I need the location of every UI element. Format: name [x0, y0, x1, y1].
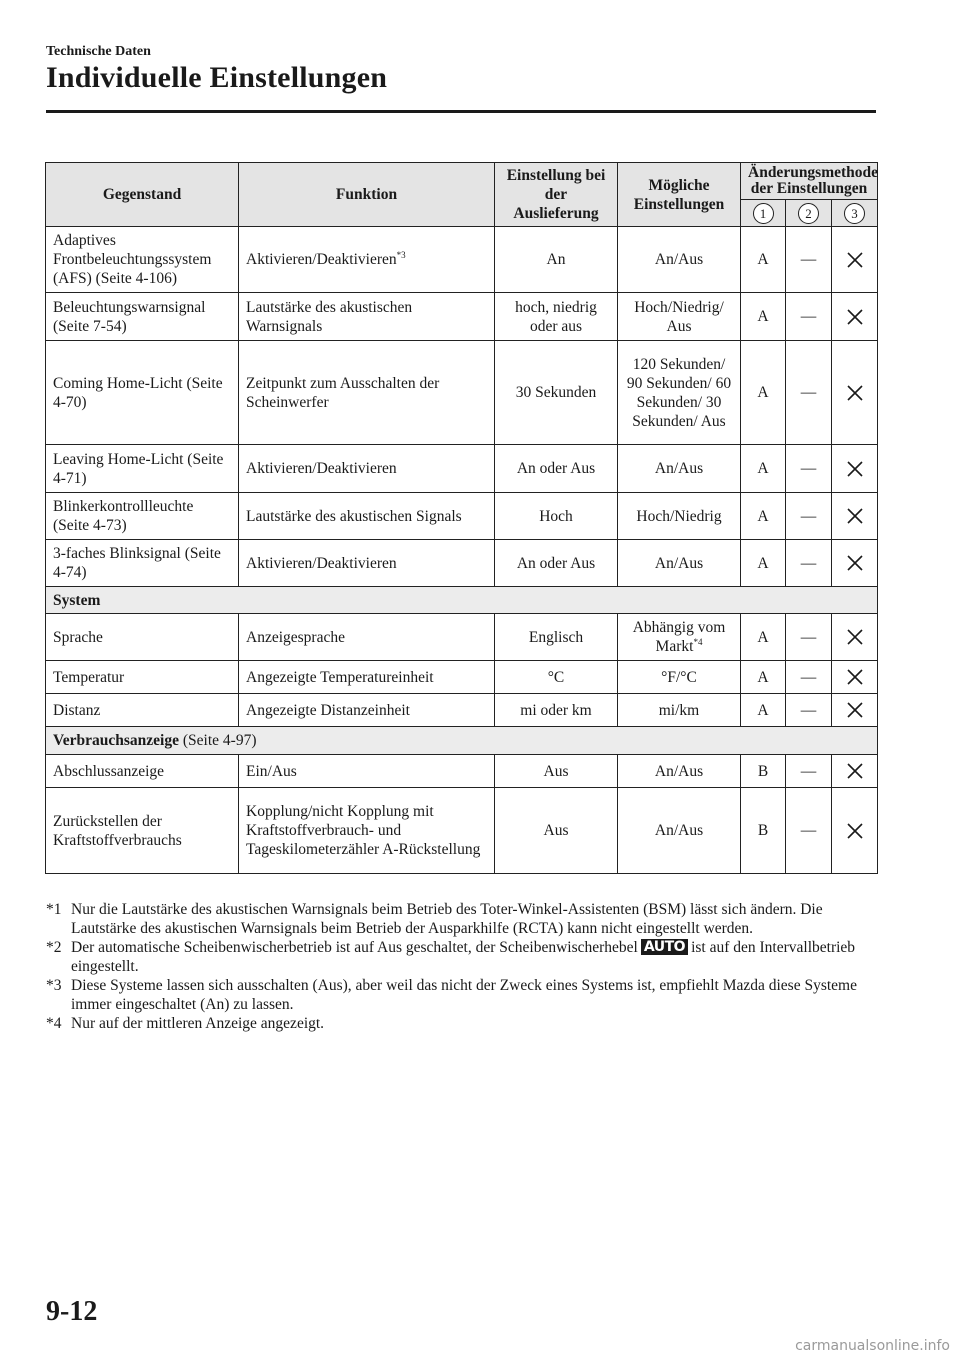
cell-function: Angezeigte Distanzeinheit — [239, 694, 495, 727]
cell-method-1: A — [741, 493, 786, 540]
cell-method-3 — [832, 661, 878, 694]
cell-item: Sprache — [46, 614, 239, 661]
footnote-text: Nur die Lautstärke des akustischen Warnsignals beim Betrieb des Toter-Winkel-Assistenten (BSM) lässt sich ändern. Die Lautstärke des akustischen Warnsignals beim Betrieb der Ausparkhilfe (RCTA) kann nicht eingestellt werden. — [71, 901, 823, 937]
circled-number-2: 2 — [798, 203, 819, 224]
group-label: System — [46, 587, 878, 614]
cell-item: Blinkerkontrollleuchte (Seite 4-73) — [46, 493, 239, 540]
table-row — [46, 540, 878, 587]
cell-method-2: — — [786, 341, 832, 445]
cell-function: Angezeigte Temperatureinheit — [239, 661, 495, 694]
table-row — [46, 614, 878, 661]
cell-method-3 — [832, 694, 878, 727]
cell-method-1: A — [741, 661, 786, 694]
cross-icon — [845, 667, 865, 687]
table-row — [46, 661, 878, 694]
table-row — [46, 493, 878, 540]
cell-method-2: — — [786, 755, 832, 788]
cell-method-1: A — [741, 540, 786, 587]
cross-icon — [845, 761, 865, 781]
cell-factory: mi oder km — [495, 694, 618, 727]
circled-number-1: 1 — [753, 203, 774, 224]
cell-method-3 — [832, 540, 878, 587]
page-title: Individuelle Einstellungen — [46, 61, 388, 94]
group-label: Verbrauchsanzeige (Seite 4-97) — [46, 727, 878, 755]
cell-possible: Abhängig vom Markt$^{*4}$ — [618, 614, 741, 661]
group-page-ref: (Seite 4-97) — [182, 732, 257, 749]
cell-factory: Aus — [495, 788, 618, 874]
section-label: Technische Daten — [46, 44, 151, 59]
cell-method-2: — — [786, 788, 832, 874]
cell-method-3 — [832, 227, 878, 293]
cell-factory: An — [495, 227, 618, 293]
group-row-consumption — [46, 727, 878, 755]
cell-function: Lautstärke des akustischen Signals — [239, 493, 495, 540]
cell-possible: An/Aus — [618, 227, 741, 293]
header-method-3 — [832, 200, 878, 227]
header-function: Funktion — [239, 163, 495, 227]
cell-function: Lautstärke des akustischen Warnsignals — [239, 293, 495, 341]
cell-item: Beleuchtungswarnsignal (Seite 7-54) — [46, 293, 239, 341]
cell-function: Anzeigesprache — [239, 614, 495, 661]
cell-method-3 — [832, 293, 878, 341]
cell-method-1: A — [741, 293, 786, 341]
cell-function: Aktivieren/Deaktivieren$^{*3}$ — [239, 227, 495, 293]
cell-method-3 — [832, 493, 878, 540]
cell-item: Adaptives Frontbeleuchtungssystem (AFS) (Seite 4-106) — [46, 227, 239, 293]
cell-possible: Hoch/Niedrig — [618, 493, 741, 540]
cell-method-2: — — [786, 227, 832, 293]
page-number: 9-12 — [46, 1296, 98, 1327]
cell-possible: An/Aus — [618, 540, 741, 587]
auto-wiper-icon: AUTO — [641, 939, 688, 955]
cell-method-3 — [832, 614, 878, 661]
footnote-1 — [46, 900, 876, 938]
cell-possible: 120 Sekunden/ 90 Sekunden/ 60 Sekunden/ 30 Sekunden/ Aus — [618, 341, 741, 445]
cell-factory: °C — [495, 661, 618, 694]
cell-possible: An/Aus — [618, 755, 741, 788]
cross-icon — [845, 627, 865, 647]
cell-possible: An/Aus — [618, 788, 741, 874]
header-possible-settings: Mögliche Einstellungen — [618, 163, 741, 227]
cell-method-3 — [832, 788, 878, 874]
cell-function: Ein/Aus — [239, 755, 495, 788]
watermark: carmanualsonline.info — [795, 1338, 950, 1354]
footnote-mark: *3 — [46, 977, 62, 994]
cell-factory: 30 Sekunden — [495, 341, 618, 445]
cross-icon — [845, 821, 865, 841]
cross-icon — [845, 553, 865, 573]
cell-method-1: A — [741, 614, 786, 661]
footnote-4 — [46, 1014, 876, 1033]
header-item: Gegenstand — [46, 163, 239, 227]
cell-method-1: B — [741, 788, 786, 874]
footnote-mark: *1 — [46, 901, 62, 918]
cell-method-2: — — [786, 614, 832, 661]
footnote-text: Der automatische Scheibenwischerbetrieb ist auf Aus geschaltet, der Scheibenwischerhebel — [71, 939, 638, 956]
cell-possible: mi/km — [618, 694, 741, 727]
cell-method-1: A — [741, 341, 786, 445]
cell-item: Leaving Home-Licht (Seite 4-71) — [46, 445, 239, 493]
table-row — [46, 341, 878, 445]
cell-item: Zurückstellen der Kraftstoffverbrauchs — [46, 788, 239, 874]
cross-icon — [845, 250, 865, 270]
cell-item: Temperatur — [46, 661, 239, 694]
cell-function: Kopplung/nicht Kopplung mit Kraftstoffverbrauch- und Tageskilometerzähler A-Rückstellung — [239, 788, 495, 874]
cell-possible: Hoch/Niedrig/ Aus — [618, 293, 741, 341]
cell-function: Aktivieren/Deaktivieren — [239, 540, 495, 587]
table-row — [46, 445, 878, 493]
cell-possible: An/Aus — [618, 445, 741, 493]
footnote-text: Diese Systeme lassen sich ausschalten (Aus), aber weil das nicht der Zweck eines Systems ist, empfiehlt Mazda diese Systeme immer eingeschaltet (An) zu lassen. — [71, 977, 857, 1013]
cell-function: Aktivieren/Deaktivieren — [239, 445, 495, 493]
footnote-text-continued: ist auf den Intervallbetrieb eingestellt. — [71, 939, 856, 975]
footnote-mark: *2 — [46, 939, 62, 956]
cell-item: Coming Home-Licht (Seite 4-70) — [46, 341, 239, 445]
table-row — [46, 788, 878, 874]
cell-method-3 — [832, 755, 878, 788]
settings-table — [45, 162, 878, 874]
circled-number-3: 3 — [844, 203, 865, 224]
cell-method-2: — — [786, 445, 832, 493]
cell-item: 3-faches Blinksignal (Seite 4-74) — [46, 540, 239, 587]
footnote-mark: *4 — [46, 1015, 62, 1032]
cell-method-2: — — [786, 661, 832, 694]
cell-method-1: B — [741, 755, 786, 788]
footnote-ref: *4 — [693, 636, 703, 647]
cell-factory: Hoch — [495, 493, 618, 540]
cell-method-3 — [832, 341, 878, 445]
cell-method-1: A — [741, 227, 786, 293]
cross-icon — [845, 383, 865, 403]
cross-icon — [845, 307, 865, 327]
cross-icon — [845, 506, 865, 526]
table-row — [46, 755, 878, 788]
cell-function: Zeitpunkt zum Ausschalten der Scheinwerfer — [239, 341, 495, 445]
cell-method-1: A — [741, 445, 786, 493]
cell-item: Abschlussanzeige — [46, 755, 239, 788]
cell-method-3 — [832, 445, 878, 493]
header-method-2 — [786, 200, 832, 227]
header-method-1 — [741, 200, 786, 227]
cell-factory: Aus — [495, 755, 618, 788]
cell-factory: An oder Aus — [495, 445, 618, 493]
footnote-3 — [46, 976, 876, 1014]
table-row — [46, 227, 878, 293]
header-factory-setting: Einstellung bei der Auslieferung — [495, 163, 618, 227]
cell-factory: Englisch — [495, 614, 618, 661]
table-row — [46, 293, 878, 341]
cell-factory: An oder Aus — [495, 540, 618, 587]
title-divider — [46, 110, 876, 113]
cell-item: Distanz — [46, 694, 239, 727]
table-row — [46, 694, 878, 727]
footnote-ref: *3 — [396, 249, 406, 260]
footnote-text: Nur auf der mittleren Anzeige angezeigt. — [71, 1015, 325, 1032]
cross-icon — [845, 459, 865, 479]
cell-method-2: — — [786, 540, 832, 587]
cell-method-1: A — [741, 694, 786, 727]
cell-method-2: — — [786, 694, 832, 727]
footnotes — [46, 900, 876, 1033]
footnote-2 — [46, 938, 876, 976]
cell-factory: hoch, niedrig oder aus — [495, 293, 618, 341]
cross-icon — [845, 700, 865, 720]
header-change-method: Änderungsmethode der Einstellungen — [741, 163, 878, 200]
cell-method-2: — — [786, 293, 832, 341]
cell-possible: °F/°C — [618, 661, 741, 694]
group-row-system — [46, 587, 878, 614]
cell-method-2: — — [786, 493, 832, 540]
